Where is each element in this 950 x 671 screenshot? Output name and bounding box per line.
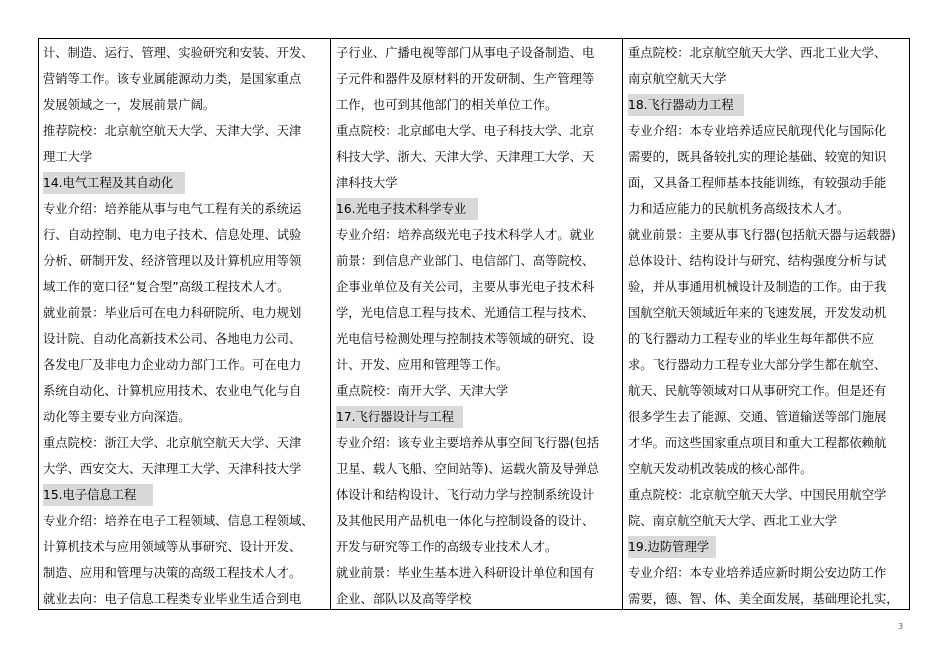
text-line: 重点院校：浙江大学、北京航空航天大学、天津 [43, 436, 302, 450]
text-line: 力和适应能力的民航机务高级技术人才。 [628, 202, 850, 216]
section-heading: 16.光电子技术科学专业 [336, 198, 478, 220]
text-line: 国航空航天领域近年来的飞速发展，开发发动机 [628, 306, 887, 320]
text-line: 推荐院校：北京航空航天大学、天津大学、天津 [43, 124, 302, 138]
text-line: 大学、西安交大、天津理工大学、天津科技大学 [43, 462, 302, 476]
text-line: 求。飞行器动力工程专业大部分学生都在航空、 [628, 358, 887, 372]
text-line: 计、制造、运行、管理、实验研究和安装、开发、 [43, 46, 314, 60]
text-line: 才华。而这些国家重点项目和重大工程都依赖航 [628, 436, 887, 450]
text-line: 理工大学 [43, 150, 93, 164]
text-line: 就业前景：主要从事飞行器(包括航天器与运载器) [628, 228, 896, 242]
text-line: 子行业、广播电视等部门从事电子设备制造、电 [336, 46, 595, 60]
text-line: 津科技大学 [336, 176, 398, 190]
text-line: 动化等主要专业方向深造。 [43, 410, 191, 424]
column-right [628, 40, 904, 612]
text-line: 前景：到信息产业部门、电信部门、高等院校、 [336, 254, 595, 268]
text-line: 院、南京航空航天大学、西北工业大学 [628, 514, 838, 528]
section-heading-row [336, 404, 616, 430]
section-heading-row [43, 170, 325, 196]
text-line: 空航天发动机改装成的核心部件。 [628, 462, 813, 476]
text-line: 需要的，既具备较扎实的理论基础、较宽的知识 [628, 150, 887, 164]
text-line: 专业介绍：培养在电子工程领域、信息工程领域、 [43, 514, 314, 528]
text-line: 面，又具备工程师基本技能训练，有较强动手能 [628, 176, 887, 190]
text-line: 设计院、自动化高新技术公司、各地电力公司、 [43, 332, 302, 346]
column-left [43, 40, 325, 612]
text-line: 总体设计、结构设计与研究、结构强度分析与试 [628, 254, 887, 268]
text-line: 域工作的宽口径“复合型”高级工程技术人才。 [43, 280, 290, 294]
text-line: 计算机技术与应用领域等从事研究、设计开发、 [43, 540, 302, 554]
text-line: 系统自动化、计算机应用技术、农业电气化与自 [43, 384, 302, 398]
column-middle [336, 40, 616, 612]
text-line: 就业前景：毕业后可在电力科研院所、电力规划 [43, 306, 302, 320]
text-line: 需要，德、智、体、美全面发展，基础理论扎实， [628, 592, 899, 606]
text-line: 制造、应用和管理与决策的高级工程技术人才。 [43, 566, 302, 580]
text-line: 计、开发、应用和管理等工作。 [336, 358, 509, 372]
text-line: 专业介绍：培养能从事与电气工程有关的系统运 [43, 202, 302, 216]
text-line: 很多学生去了能源、交通、管道输送等部门施展 [628, 410, 887, 424]
text-line: 行、自动控制、电力电子技术、信息处理、试验 [43, 228, 302, 242]
text-line: 南京航空航天大学 [628, 72, 727, 86]
text-line: 企业、部队以及高等学校 [336, 592, 472, 606]
section-heading: 19.边防管理学 [628, 536, 716, 558]
section-heading: 18.飞行器动力工程 [628, 94, 744, 116]
text-line: 验，并从事通用机械设计及制造的工作。由于我 [628, 280, 887, 294]
section-heading-row [43, 482, 325, 508]
text-line: 就业前景：毕业生基本进入科研设计单位和国有 [336, 566, 595, 580]
text-line: 航天、民航等领域对口从事研究工作。但是还有 [628, 384, 887, 398]
text-line: 卫星、载人飞船、空间站等)、运载火箭及导弹总 [336, 462, 600, 476]
text-line: 工作，也可到其他部门的相关单位工作。 [336, 98, 558, 112]
text-line: 专业介绍：本专业培养适应民航现代化与国际化 [628, 124, 887, 138]
column-divider [330, 38, 331, 610]
text-line: 企事业单位及有关公司，主要从事光电子技术科 [336, 280, 595, 294]
text-line: 开发与研究等工作的高级专业技术人才。 [336, 540, 558, 554]
section-heading-row [336, 196, 616, 222]
text-line: 重点院校：北京邮电大学、电子科技大学、北京 [336, 124, 595, 138]
text-line: 专业介绍：培养高级光电子技术科学人才。就业 [336, 228, 595, 242]
text-line: 专业介绍：本专业培养适应新时期公安边防工作 [628, 566, 887, 580]
text-line: 的飞行器动力工程专业的毕业生每年都供不应 [628, 332, 874, 346]
text-line: 光电信号检测处理与控制技术等领域的研究、设 [336, 332, 595, 346]
text-line: 重点院校：北京航空航天大学、西北工业大学、 [628, 46, 887, 60]
section-heading-row [628, 92, 904, 118]
text-line: 分析、研制开发、经济管理以及计算机应用等领 [43, 254, 302, 268]
text-line: 学，光电信息工程与技术、光通信工程与技术、 [336, 306, 595, 320]
section-heading: 15.电子信息工程 [43, 484, 153, 506]
section-heading-row [628, 534, 904, 560]
text-line: 发展领域之一，发展前景广阔。 [43, 98, 216, 112]
text-line: 科技大学、浙大、天津大学、天津理工大学、天 [336, 150, 595, 164]
section-heading: 14.电气工程及其自动化 [43, 172, 185, 194]
text-line: 体设计和结构设计、飞行动力学与控制系统设计 [336, 488, 595, 502]
text-line: 重点院校：北京航空航天大学、中国民用航空学 [628, 488, 887, 502]
text-line: 各发电厂及非电力企业动力部门工作。可在电力 [43, 358, 302, 372]
text-line: 就业去向：电子信息工程类专业毕业生适合到电 [43, 592, 302, 606]
section-heading: 17.飞行器设计与工程 [336, 406, 463, 428]
page-number: 3 [898, 622, 904, 631]
text-line: 专业介绍：该专业主要培养从事空间飞行器(包括 [336, 436, 600, 450]
text-line: 重点院校：南开大学、天津大学 [336, 384, 509, 398]
column-divider [622, 38, 623, 610]
text-line: 及其他民用产品机电一体化与控制设备的设计、 [336, 514, 595, 528]
text-line: 营销等工作。该专业属能源动力类，是国家重点 [43, 72, 302, 86]
text-line: 子元件和器件及原材料的开发研制、生产管理等 [336, 72, 595, 86]
